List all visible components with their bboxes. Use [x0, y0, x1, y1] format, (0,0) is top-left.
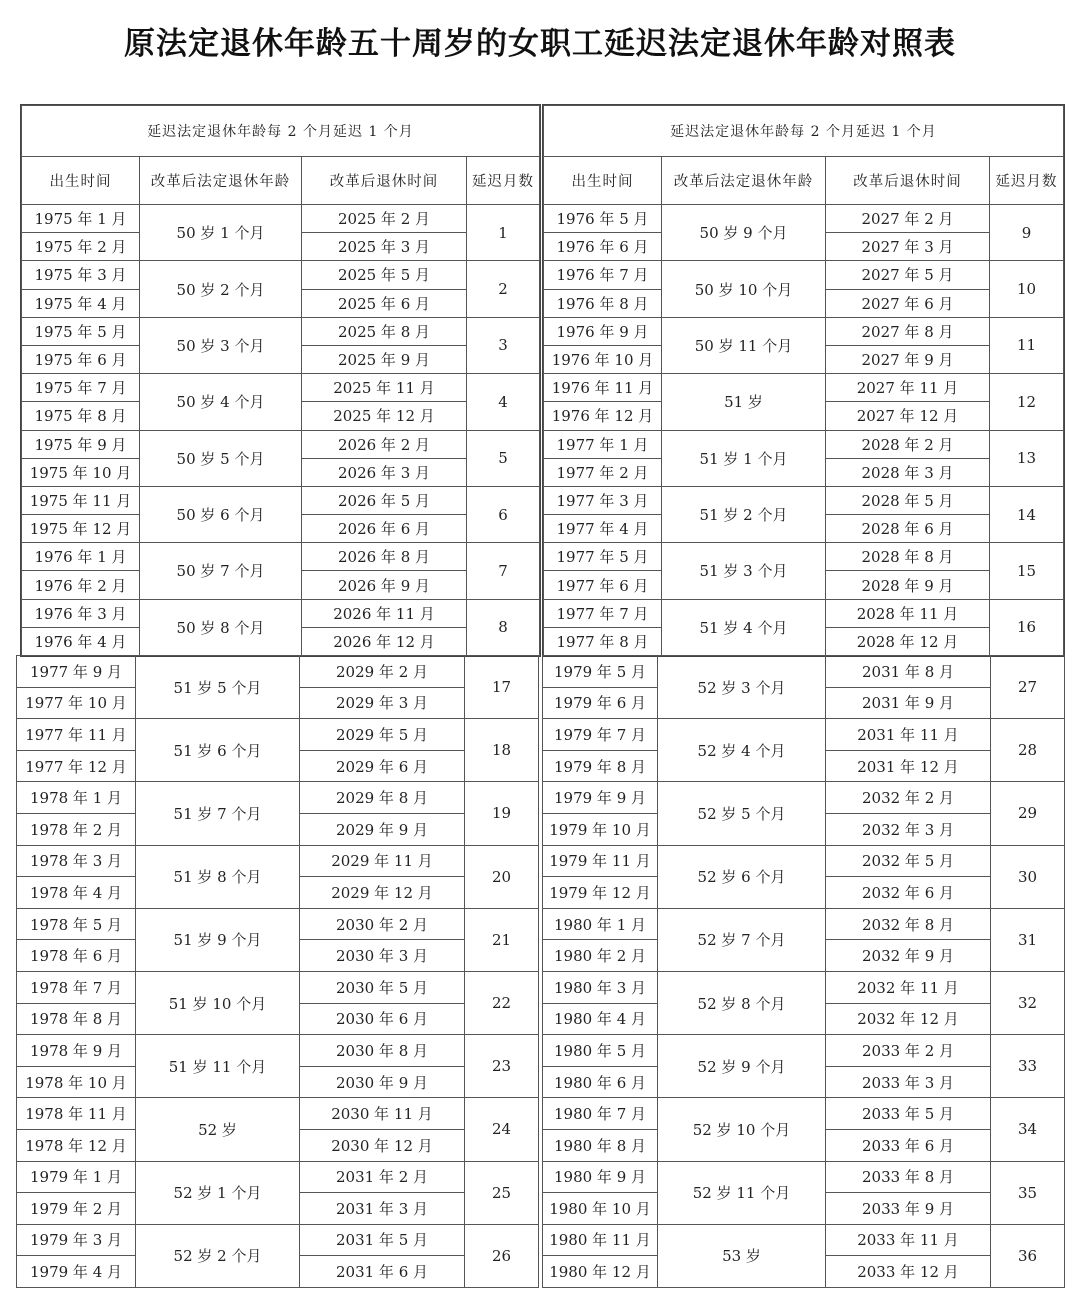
delay-months-cell: 10 — [990, 261, 1064, 317]
span-header: 延迟法定退休年龄每 2 个月延迟 1 个月 — [544, 106, 1064, 157]
birth-cell: 1977 年 4 月 — [544, 515, 662, 543]
col-retire-header: 改革后退休时间 — [826, 157, 990, 205]
delay-months-cell: 32 — [991, 971, 1065, 1034]
birth-cell: 1980 年 12 月 — [543, 1256, 658, 1288]
retirement-time-cell: 2025 年 2 月 — [302, 205, 467, 233]
table-row — [22, 261, 540, 289]
birth-cell: 1979 年 12 月 — [543, 877, 658, 909]
delay-months-cell: 19 — [465, 782, 539, 845]
retirement-time-cell: 2031 年 11 月 — [826, 719, 991, 751]
table-row — [17, 971, 539, 1003]
delay-months-cell: 21 — [465, 908, 539, 971]
retirement-time-cell: 2027 年 5 月 — [826, 261, 990, 289]
table-row — [544, 486, 1064, 514]
retirement-time-cell: 2025 年 8 月 — [302, 317, 467, 345]
retirement-time-cell: 2025 年 6 月 — [302, 289, 467, 317]
retirement-age-cell: 50 岁 2 个月 — [140, 261, 302, 317]
col-age-header: 改革后法定退休年龄 — [140, 157, 302, 205]
retirement-time-cell: 2027 年 2 月 — [826, 205, 990, 233]
delay-months-cell: 13 — [990, 430, 1064, 486]
retirement-time-cell: 2030 年 3 月 — [300, 940, 465, 972]
table-row — [17, 1098, 539, 1130]
retirement-age-cell: 52 岁 5 个月 — [658, 782, 826, 845]
retirement-time-cell: 2033 年 6 月 — [826, 1129, 991, 1161]
table-row — [544, 430, 1064, 458]
retirement-time-cell: 2030 年 8 月 — [300, 1035, 465, 1067]
birth-cell: 1977 年 11 月 — [17, 719, 136, 751]
retirement-time-cell: 2029 年 12 月 — [300, 877, 465, 909]
retirement-time-cell: 2029 年 8 月 — [300, 782, 465, 814]
retirement-age-cell: 50 岁 5 个月 — [140, 430, 302, 486]
retirement-time-cell: 2030 年 6 月 — [300, 1003, 465, 1035]
birth-cell: 1975 年 6 月 — [22, 345, 140, 373]
birth-cell: 1978 年 12 月 — [17, 1129, 136, 1161]
retirement-time-cell: 2033 年 9 月 — [826, 1193, 991, 1225]
table-row — [22, 599, 540, 627]
retirement-time-cell: 2031 年 2 月 — [300, 1161, 465, 1193]
retirement-table — [542, 655, 1065, 1288]
birth-cell: 1976 年 9 月 — [544, 317, 662, 345]
retirement-age-cell: 51 岁 4 个月 — [662, 599, 826, 655]
retirement-age-cell: 50 岁 10 个月 — [662, 261, 826, 317]
retirement-time-cell: 2028 年 6 月 — [826, 515, 990, 543]
delay-months-cell: 34 — [991, 1098, 1065, 1161]
retirement-table — [21, 105, 540, 656]
retirement-time-cell: 2029 年 3 月 — [300, 687, 465, 719]
birth-cell: 1980 年 1 月 — [543, 908, 658, 940]
delay-months-cell: 16 — [990, 599, 1064, 655]
retirement-age-cell: 51 岁 5 个月 — [136, 656, 300, 719]
table-row — [544, 599, 1064, 627]
delay-months-cell: 9 — [990, 205, 1064, 261]
birth-cell: 1979 年 5 月 — [543, 656, 658, 688]
retirement-time-cell: 2030 年 9 月 — [300, 1066, 465, 1098]
retirement-time-cell: 2027 年 8 月 — [826, 317, 990, 345]
retirement-time-cell: 2031 年 5 月 — [300, 1224, 465, 1256]
delay-months-cell: 6 — [467, 486, 540, 542]
retirement-time-cell: 2028 年 8 月 — [826, 543, 990, 571]
delay-months-cell: 3 — [467, 317, 540, 373]
table-row — [544, 317, 1064, 345]
birth-cell: 1978 年 6 月 — [17, 940, 136, 972]
retirement-age-cell: 52 岁 8 个月 — [658, 971, 826, 1034]
page-title: 原法定退休年龄五十周岁的女职工延迟法定退休年龄对照表 — [124, 26, 956, 62]
retirement-time-cell: 2026 年 2 月 — [302, 430, 467, 458]
delay-months-cell: 23 — [465, 1035, 539, 1098]
col-delay-header: 延迟月数 — [990, 157, 1064, 205]
birth-cell: 1978 年 1 月 — [17, 782, 136, 814]
retirement-age-cell: 50 岁 1 个月 — [140, 205, 302, 261]
delay-months-cell: 31 — [991, 908, 1065, 971]
birth-cell: 1978 年 2 月 — [17, 813, 136, 845]
retirement-age-cell: 51 岁 9 个月 — [136, 908, 300, 971]
table-row — [544, 543, 1064, 571]
retirement-age-cell: 52 岁 6 个月 — [658, 845, 826, 908]
retirement-age-cell: 53 岁 — [658, 1224, 826, 1287]
retirement-time-cell: 2029 年 9 月 — [300, 813, 465, 845]
retirement-age-cell: 50 岁 9 个月 — [662, 205, 826, 261]
retirement-table — [16, 655, 539, 1288]
birth-cell: 1976 年 5 月 — [544, 205, 662, 233]
span-header: 延迟法定退休年龄每 2 个月延迟 1 个月 — [22, 106, 540, 157]
retirement-time-cell: 2026 年 3 月 — [302, 458, 467, 486]
birth-cell: 1978 年 9 月 — [17, 1035, 136, 1067]
retirement-time-cell: 2033 年 5 月 — [826, 1098, 991, 1130]
retirement-age-cell: 52 岁 10 个月 — [658, 1098, 826, 1161]
retirement-time-cell: 2033 年 12 月 — [826, 1256, 991, 1288]
birth-cell: 1975 年 4 月 — [22, 289, 140, 317]
delay-months-cell: 28 — [991, 719, 1065, 782]
retirement-age-cell: 50 岁 7 个月 — [140, 543, 302, 599]
retirement-time-cell: 2028 年 3 月 — [826, 458, 990, 486]
birth-cell: 1975 年 1 月 — [22, 205, 140, 233]
retirement-age-cell: 52 岁 11 个月 — [658, 1161, 826, 1224]
retirement-time-cell: 2031 年 6 月 — [300, 1256, 465, 1288]
birth-cell: 1977 年 1 月 — [544, 430, 662, 458]
table-row — [543, 845, 1065, 877]
birth-cell: 1978 年 7 月 — [17, 971, 136, 1003]
birth-cell: 1976 年 11 月 — [544, 374, 662, 402]
retirement-time-cell: 2026 年 9 月 — [302, 571, 467, 599]
delay-months-cell: 17 — [465, 656, 539, 719]
birth-cell: 1978 年 8 月 — [17, 1003, 136, 1035]
retirement-time-cell: 2025 年 12 月 — [302, 402, 467, 430]
col-age-header: 改革后法定退休年龄 — [662, 157, 826, 205]
birth-cell: 1976 年 4 月 — [22, 627, 140, 655]
retirement-time-cell: 2033 年 8 月 — [826, 1161, 991, 1193]
retirement-time-cell: 2031 年 9 月 — [826, 687, 991, 719]
birth-cell: 1977 年 10 月 — [17, 687, 136, 719]
retirement-age-cell: 52 岁 — [136, 1098, 300, 1161]
retirement-age-cell: 50 岁 4 个月 — [140, 374, 302, 430]
delay-months-cell: 5 — [467, 430, 540, 486]
birth-cell: 1980 年 2 月 — [543, 940, 658, 972]
birth-cell: 1979 年 1 月 — [17, 1161, 136, 1193]
retirement-time-cell: 2032 年 9 月 — [826, 940, 991, 972]
retirement-time-cell: 2029 年 6 月 — [300, 750, 465, 782]
birth-cell: 1977 年 5 月 — [544, 543, 662, 571]
retirement-age-cell: 52 岁 3 个月 — [658, 656, 826, 719]
col-birth-header: 出生时间 — [544, 157, 662, 205]
retirement-time-cell: 2026 年 5 月 — [302, 486, 467, 514]
table-row — [22, 430, 540, 458]
birth-cell: 1980 年 3 月 — [543, 971, 658, 1003]
retirement-age-cell: 50 岁 6 个月 — [140, 486, 302, 542]
birth-cell: 1975 年 7 月 — [22, 374, 140, 402]
retirement-time-cell: 2032 年 3 月 — [826, 813, 991, 845]
delay-months-cell: 35 — [991, 1161, 1065, 1224]
delay-months-cell: 25 — [465, 1161, 539, 1224]
retirement-age-cell: 51 岁 1 个月 — [662, 430, 826, 486]
table-row — [17, 656, 539, 688]
table-row — [543, 656, 1065, 688]
table-row — [543, 782, 1065, 814]
birth-cell: 1979 年 2 月 — [17, 1193, 136, 1225]
birth-cell: 1976 年 1 月 — [22, 543, 140, 571]
birth-cell: 1978 年 3 月 — [17, 845, 136, 877]
birth-cell: 1980 年 7 月 — [543, 1098, 658, 1130]
birth-cell: 1979 年 8 月 — [543, 750, 658, 782]
delay-months-cell: 18 — [465, 719, 539, 782]
birth-cell: 1980 年 11 月 — [543, 1224, 658, 1256]
birth-cell: 1977 年 8 月 — [544, 627, 662, 655]
table-row — [22, 374, 540, 402]
table-row — [22, 543, 540, 571]
birth-cell: 1975 年 2 月 — [22, 233, 140, 261]
retirement-time-cell: 2033 年 3 月 — [826, 1066, 991, 1098]
birth-cell: 1980 年 4 月 — [543, 1003, 658, 1035]
birth-cell: 1976 年 3 月 — [22, 599, 140, 627]
retirement-time-cell: 2025 年 3 月 — [302, 233, 467, 261]
retirement-time-cell: 2028 年 11 月 — [826, 599, 990, 627]
birth-cell: 1979 年 6 月 — [543, 687, 658, 719]
span-header-row — [544, 106, 1064, 157]
column-header-row — [544, 157, 1064, 205]
retirement-time-cell: 2030 年 12 月 — [300, 1129, 465, 1161]
retirement-time-cell: 2027 年 11 月 — [826, 374, 990, 402]
retirement-time-cell: 2028 年 12 月 — [826, 627, 990, 655]
retirement-age-cell: 50 岁 3 个月 — [140, 317, 302, 373]
retirement-age-cell: 52 岁 9 个月 — [658, 1035, 826, 1098]
birth-cell: 1979 年 11 月 — [543, 845, 658, 877]
delay-months-cell: 27 — [991, 656, 1065, 719]
delay-months-cell: 14 — [990, 486, 1064, 542]
retirement-age-cell: 50 岁 8 个月 — [140, 599, 302, 655]
birth-cell: 1975 年 12 月 — [22, 515, 140, 543]
retirement-time-cell: 2026 年 12 月 — [302, 627, 467, 655]
birth-cell: 1975 年 10 月 — [22, 458, 140, 486]
retirement-time-cell: 2032 年 8 月 — [826, 908, 991, 940]
retirement-time-cell: 2027 年 9 月 — [826, 345, 990, 373]
retirement-time-cell: 2032 年 12 月 — [826, 1003, 991, 1035]
retirement-age-cell: 52 岁 4 个月 — [658, 719, 826, 782]
delay-months-cell: 20 — [465, 845, 539, 908]
table-row — [17, 908, 539, 940]
birth-cell: 1976 年 8 月 — [544, 289, 662, 317]
table-block-3 — [16, 655, 539, 1288]
table-row — [543, 1035, 1065, 1067]
retirement-age-cell: 51 岁 3 个月 — [662, 543, 826, 599]
table-row — [544, 205, 1064, 233]
retirement-time-cell: 2029 年 2 月 — [300, 656, 465, 688]
table-row — [543, 971, 1065, 1003]
table-row — [17, 845, 539, 877]
col-delay-header: 延迟月数 — [467, 157, 540, 205]
birth-cell: 1976 年 7 月 — [544, 261, 662, 289]
birth-cell: 1976 年 10 月 — [544, 345, 662, 373]
birth-cell: 1977 年 9 月 — [17, 656, 136, 688]
retirement-time-cell: 2030 年 5 月 — [300, 971, 465, 1003]
table-block-1 — [20, 104, 541, 657]
birth-cell: 1975 年 5 月 — [22, 317, 140, 345]
birth-cell: 1979 年 10 月 — [543, 813, 658, 845]
birth-cell: 1979 年 9 月 — [543, 782, 658, 814]
retirement-time-cell: 2028 年 5 月 — [826, 486, 990, 514]
birth-cell: 1978 年 4 月 — [17, 877, 136, 909]
table-row — [17, 1035, 539, 1067]
birth-cell: 1978 年 11 月 — [17, 1098, 136, 1130]
retirement-table — [543, 105, 1064, 656]
retirement-time-cell: 2028 年 9 月 — [826, 571, 990, 599]
retirement-time-cell: 2032 年 11 月 — [826, 971, 991, 1003]
birth-cell: 1979 年 3 月 — [17, 1224, 136, 1256]
table-row — [543, 719, 1065, 751]
col-birth-header: 出生时间 — [22, 157, 140, 205]
retirement-time-cell: 2028 年 2 月 — [826, 430, 990, 458]
delay-months-cell: 15 — [990, 543, 1064, 599]
birth-cell: 1977 年 2 月 — [544, 458, 662, 486]
retirement-age-cell: 51 岁 8 个月 — [136, 845, 300, 908]
delay-months-cell: 26 — [465, 1224, 539, 1287]
retirement-age-cell: 52 岁 2 个月 — [136, 1224, 300, 1287]
retirement-age-cell: 51 岁 2 个月 — [662, 486, 826, 542]
table-row — [17, 719, 539, 751]
retirement-time-cell: 2025 年 5 月 — [302, 261, 467, 289]
table-row — [544, 374, 1064, 402]
delay-months-cell: 36 — [991, 1224, 1065, 1287]
table-row — [543, 1098, 1065, 1130]
retirement-age-cell: 52 岁 7 个月 — [658, 908, 826, 971]
delay-months-cell: 12 — [990, 374, 1064, 430]
table-row — [543, 1161, 1065, 1193]
table-block-2 — [542, 104, 1065, 657]
retirement-time-cell: 2026 年 11 月 — [302, 599, 467, 627]
column-header-row — [22, 157, 540, 205]
birth-cell: 1978 年 10 月 — [17, 1066, 136, 1098]
span-header-row — [22, 106, 540, 157]
birth-cell: 1976 年 6 月 — [544, 233, 662, 261]
retirement-time-cell: 2029 年 11 月 — [300, 845, 465, 877]
table-row — [22, 486, 540, 514]
delay-months-cell: 1 — [467, 205, 540, 261]
delay-months-cell: 8 — [467, 599, 540, 655]
delay-months-cell: 30 — [991, 845, 1065, 908]
table-row — [543, 1224, 1065, 1256]
birth-cell: 1977 年 3 月 — [544, 486, 662, 514]
table-row — [543, 908, 1065, 940]
retirement-time-cell: 2027 年 6 月 — [826, 289, 990, 317]
birth-cell: 1975 年 9 月 — [22, 430, 140, 458]
table-row — [17, 1224, 539, 1256]
retirement-time-cell: 2032 年 5 月 — [826, 845, 991, 877]
retirement-time-cell: 2029 年 5 月 — [300, 719, 465, 751]
delay-months-cell: 24 — [465, 1098, 539, 1161]
birth-cell: 1980 年 8 月 — [543, 1129, 658, 1161]
birth-cell: 1975 年 11 月 — [22, 486, 140, 514]
delay-months-cell: 4 — [467, 374, 540, 430]
birth-cell: 1979 年 4 月 — [17, 1256, 136, 1288]
delay-months-cell: 33 — [991, 1035, 1065, 1098]
retirement-time-cell: 2030 年 11 月 — [300, 1098, 465, 1130]
delay-months-cell: 22 — [465, 971, 539, 1034]
retirement-time-cell: 2031 年 8 月 — [826, 656, 991, 688]
retirement-time-cell: 2027 年 3 月 — [826, 233, 990, 261]
retirement-time-cell: 2030 年 2 月 — [300, 908, 465, 940]
retirement-time-cell: 2033 年 2 月 — [826, 1035, 991, 1067]
delay-months-cell: 7 — [467, 543, 540, 599]
birth-cell: 1980 年 6 月 — [543, 1066, 658, 1098]
birth-cell: 1980 年 9 月 — [543, 1161, 658, 1193]
birth-cell: 1977 年 12 月 — [17, 750, 136, 782]
retirement-time-cell: 2026 年 6 月 — [302, 515, 467, 543]
birth-cell: 1977 年 7 月 — [544, 599, 662, 627]
delay-months-cell: 11 — [990, 317, 1064, 373]
retirement-time-cell: 2031 年 3 月 — [300, 1193, 465, 1225]
retirement-time-cell: 2032 年 2 月 — [826, 782, 991, 814]
delay-months-cell: 2 — [467, 261, 540, 317]
table-row — [17, 1161, 539, 1193]
retirement-age-cell: 50 岁 11 个月 — [662, 317, 826, 373]
birth-cell: 1976 年 2 月 — [22, 571, 140, 599]
retirement-time-cell: 2032 年 6 月 — [826, 877, 991, 909]
birth-cell: 1980 年 5 月 — [543, 1035, 658, 1067]
retirement-time-cell: 2025 年 11 月 — [302, 374, 467, 402]
birth-cell: 1979 年 7 月 — [543, 719, 658, 751]
retirement-time-cell: 2026 年 8 月 — [302, 543, 467, 571]
delay-months-cell: 29 — [991, 782, 1065, 845]
table-block-4 — [542, 655, 1065, 1288]
birth-cell: 1978 年 5 月 — [17, 908, 136, 940]
col-retire-header: 改革后退休时间 — [302, 157, 467, 205]
retirement-time-cell: 2031 年 12 月 — [826, 750, 991, 782]
birth-cell: 1975 年 3 月 — [22, 261, 140, 289]
table-row — [544, 261, 1064, 289]
retirement-time-cell: 2025 年 9 月 — [302, 345, 467, 373]
birth-cell: 1980 年 10 月 — [543, 1193, 658, 1225]
retirement-time-cell: 2027 年 12 月 — [826, 402, 990, 430]
retirement-age-cell: 51 岁 — [662, 374, 826, 430]
table-row — [22, 205, 540, 233]
birth-cell: 1977 年 6 月 — [544, 571, 662, 599]
table-row — [17, 782, 539, 814]
retirement-age-cell: 52 岁 1 个月 — [136, 1161, 300, 1224]
birth-cell: 1976 年 12 月 — [544, 402, 662, 430]
table-row — [22, 317, 540, 345]
retirement-time-cell: 2033 年 11 月 — [826, 1224, 991, 1256]
retirement-age-cell: 51 岁 10 个月 — [136, 971, 300, 1034]
retirement-age-cell: 51 岁 6 个月 — [136, 719, 300, 782]
retirement-age-cell: 51 岁 11 个月 — [136, 1035, 300, 1098]
birth-cell: 1975 年 8 月 — [22, 402, 140, 430]
retirement-age-cell: 51 岁 7 个月 — [136, 782, 300, 845]
